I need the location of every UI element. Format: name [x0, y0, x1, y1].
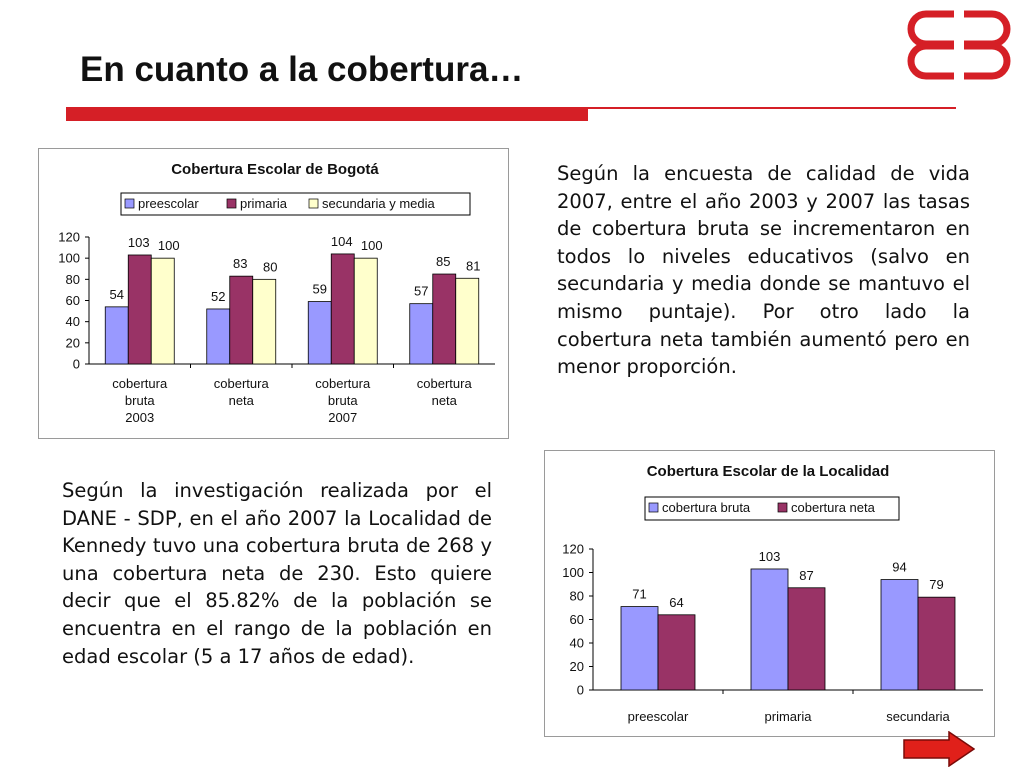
- chart1-x-tick-label: 2003: [125, 410, 155, 425]
- chart1-legend-swatch: [227, 199, 236, 208]
- chart1-bar: [456, 278, 479, 364]
- chart1-legend-label: preescolar: [138, 196, 199, 211]
- chart1-y-tick-label: 120: [58, 229, 80, 245]
- chart2-y-tick-label: 100: [562, 565, 584, 580]
- chart1-legend-swatch: [125, 199, 134, 208]
- chart1-bar: [308, 302, 331, 364]
- chart1-x-tick-label: bruta: [124, 393, 155, 408]
- chart1-y-tick-label: 80: [65, 271, 80, 287]
- chart1-data-label: 104: [330, 233, 353, 249]
- chart1-y-tick-label: 20: [65, 335, 80, 351]
- chart2-legend-swatch: [649, 503, 658, 512]
- chart2-data-label: 94: [892, 559, 907, 575]
- chart1-legend-swatch: [309, 199, 318, 208]
- chart1-x-tick-label: bruta: [327, 393, 358, 408]
- chart1-bar: [105, 307, 128, 364]
- chart2-title: Cobertura Escolar de la Localidad: [646, 463, 890, 480]
- chart2-legend-label: cobertura neta: [791, 500, 875, 515]
- chart1-x-tick-label: cobertura: [112, 376, 168, 391]
- chart1-y-tick-label: 40: [65, 314, 80, 330]
- chart2-bar: [751, 569, 788, 690]
- chart1-bar: [128, 255, 151, 364]
- chart1-bar: [207, 309, 230, 364]
- chart2-bar: [658, 615, 695, 690]
- chart2-y-tick-label: 120: [562, 541, 584, 557]
- chart1-bar: [410, 304, 433, 364]
- chart1-bar: [354, 258, 377, 364]
- chart2-data-label: 64: [669, 594, 684, 610]
- chart1-data-label: 54: [109, 286, 124, 302]
- paragraph-calidad-de-vida: Según la encuesta de calidad de vida 2007, entre el año 2003 y 2007 las tasas de cobertura bruta se incrementaron en todos lo niveles educativos (salvo en secundaria y media donde se mantuvo el mismo puntaje). Por otro lado la cobertura neta también aumentó pero en menor proporción.: [557, 162, 970, 379]
- chart-bogota: [38, 148, 509, 439]
- arrow-right-icon[interactable]: [903, 731, 975, 767]
- chart1-x-tick-label: cobertura: [416, 376, 472, 391]
- paragraph-dane-sdp: Según la investigación realizada por el DANE - SDP, en el año 2007 la Localidad de Kennedy tuvo una cobertura bruta de 268 y una cobertura neta de 230. Esto quiere decir que el 85.82% de la población se encuentra en el rango de la población en edad escolar (5 a 17 años de edad).: [62, 479, 492, 668]
- chart-bogota-svg: [39, 149, 508, 438]
- chart-localidad-svg: [545, 451, 994, 736]
- chart1-bar: [151, 258, 174, 364]
- chart2-y-tick-label: 40: [569, 635, 584, 651]
- chart2-legend-swatch: [778, 503, 787, 512]
- title-accent-bar: [66, 109, 588, 121]
- chart2-data-label: 103: [758, 548, 781, 564]
- chart1-data-label: 52: [211, 288, 226, 304]
- chart2-y-tick-label: 20: [569, 659, 584, 674]
- chart1-legend-label: secundaria y media: [322, 196, 435, 211]
- chart1-title: Cobertura Escolar de Bogotá: [171, 161, 379, 178]
- chart1-data-label: 83: [233, 256, 248, 272]
- chart1-x-tick-label: 2007: [328, 410, 358, 425]
- chart2-bar: [788, 588, 825, 690]
- chart1-data-label: 81: [466, 258, 481, 274]
- chart1-data-label: 103: [127, 234, 150, 250]
- chart2-x-tick-label: primaria: [764, 709, 812, 724]
- chart1-x-tick-label: cobertura: [213, 376, 269, 391]
- chart2-data-label: 87: [799, 567, 814, 583]
- chart1-x-tick-label: neta: [228, 393, 254, 408]
- chart2-legend-label: cobertura bruta: [662, 500, 751, 515]
- chart1-data-label: 85: [436, 254, 451, 270]
- chart1-data-label: 100: [360, 238, 383, 254]
- chart1-y-tick-label: 100: [58, 250, 80, 266]
- slide-title: En cuanto a la cobertura…: [80, 50, 524, 89]
- chart2-y-tick-label: 0: [576, 682, 584, 698]
- chart1-data-label: 57: [414, 283, 429, 299]
- chart1-bar: [433, 274, 456, 364]
- chart2-x-tick-label: secundaria: [886, 709, 950, 724]
- chart-localidad: [544, 450, 995, 737]
- chart1-bar: [253, 279, 276, 364]
- chart1-x-tick-label: neta: [431, 393, 457, 408]
- chart1-y-tick-label: 60: [65, 293, 80, 308]
- chart2-bar: [621, 607, 658, 690]
- chart1-data-label: 59: [312, 281, 327, 297]
- institutional-logo-icon: [896, 6, 1022, 84]
- chart2-y-tick-label: 60: [569, 612, 584, 627]
- chart2-bar: [918, 597, 955, 690]
- chart1-legend-label: primaria: [240, 196, 287, 211]
- chart1-x-tick-label: cobertura: [315, 376, 371, 391]
- chart2-bar: [881, 580, 918, 690]
- chart1-data-label: 100: [157, 238, 180, 254]
- chart1-data-label: 80: [263, 259, 278, 275]
- chart1-bar: [230, 276, 253, 364]
- chart2-x-tick-label: preescolar: [627, 709, 689, 724]
- chart2-data-label: 71: [632, 586, 647, 602]
- chart2-y-tick-label: 80: [569, 588, 584, 604]
- chart2-data-label: 79: [929, 577, 944, 593]
- chart1-bar: [331, 254, 354, 364]
- chart1-y-tick-label: 0: [72, 356, 80, 372]
